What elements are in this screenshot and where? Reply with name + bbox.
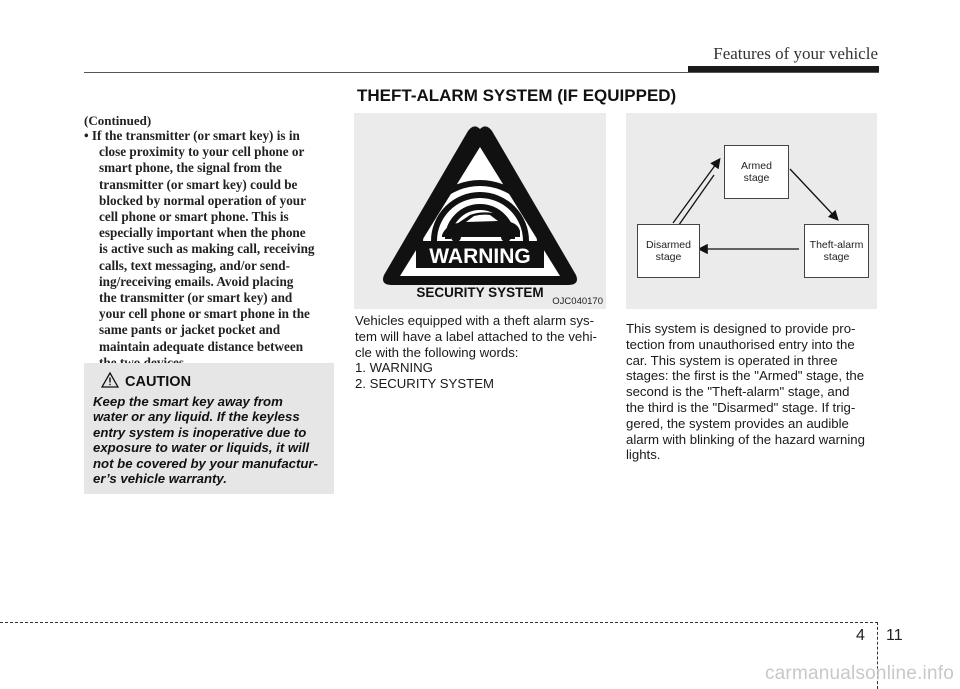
security-label-illustration xyxy=(354,113,606,309)
watermark: carmanualsonline.info xyxy=(764,663,954,684)
armed-stage-box xyxy=(724,145,789,199)
continued-label: (Continued) xyxy=(84,113,152,128)
paragraph-line: 2. SECURITY SYSTEM xyxy=(355,376,494,392)
bullet-line: cell phone or smart phone. This is xyxy=(99,209,289,225)
paragraph-line: car. This system is operated in three xyxy=(626,352,838,368)
paragraph-line: 1. WARNING xyxy=(355,360,433,376)
caution-text xyxy=(93,394,326,486)
bullet-line: close proximity to your cell phone or xyxy=(99,144,305,160)
page-number: 11 xyxy=(886,627,903,644)
stage-arrows xyxy=(626,113,877,309)
warning-triangle-icon xyxy=(101,372,119,388)
bullet-line: blocked by normal operation of your xyxy=(99,192,306,208)
caution-line: er’s vehicle warranty. xyxy=(93,471,227,487)
paragraph-line: alarm with blinking of the hazard warning xyxy=(626,431,865,447)
header-rule xyxy=(84,72,879,73)
alarm-stage-diagram xyxy=(626,113,877,309)
paragraph-line: Vehicles equipped with a theft alarm sys- xyxy=(355,313,594,328)
bullet-line: is active such as making call, receiving xyxy=(99,241,315,257)
caution-line: Keep the smart key away from xyxy=(93,394,283,409)
warning-label-graphic xyxy=(354,113,606,309)
theft-alarm-stage-label: Theft-alarm xyxy=(809,239,864,251)
header-accent-bar xyxy=(688,66,879,72)
bullet-line: smart phone, the signal from the xyxy=(99,160,282,176)
label-security-word: SECURITY SYSTEM xyxy=(416,285,544,300)
section-title: THEFT-ALARM SYSTEM (IF EQUIPPED) xyxy=(357,86,677,105)
theft-alarm-stage-box xyxy=(804,224,869,278)
paragraph-line: This system is designed to provide pro- xyxy=(626,321,856,336)
bullet-line: maintain adequate distance between xyxy=(99,338,304,354)
paragraph-line: tem will have a label attached to the vehi- xyxy=(355,328,597,344)
paragraph-line: second is the "Theft-alarm" stage, and xyxy=(626,384,850,400)
bullet-line: especially important when the phone xyxy=(99,225,306,241)
disarmed-stage-sublabel: stage xyxy=(655,251,682,263)
bullet-line: your cell phone or smart phone in the xyxy=(99,306,310,322)
caution-line: exposure to water or liquids, it will xyxy=(93,440,310,456)
disarmed-stage-box xyxy=(637,224,700,278)
caution-box xyxy=(84,363,334,494)
bullet-line: ing/receiving emails. Avoid placing xyxy=(99,273,294,289)
armed-stage-sublabel: stage xyxy=(743,172,770,184)
paragraph-line: lights. xyxy=(626,447,661,463)
footer-dashed-rule xyxy=(0,622,878,623)
bullet-line: • If the transmitter (or smart key) is in xyxy=(84,128,300,143)
label-warning-word: WARNING xyxy=(429,245,531,268)
bullet-line: transmitter (or smart key) could be xyxy=(99,176,298,192)
disarmed-stage-label: Disarmed xyxy=(646,239,691,251)
caution-line: entry system is inoperative due to xyxy=(93,424,307,440)
paragraph-line: stages: the first is the "Armed" stage, the xyxy=(626,368,865,384)
label-description xyxy=(355,313,605,392)
chapter-title: Features of your vehicle xyxy=(713,44,878,63)
paragraph-line: gered, the system provides an audible xyxy=(626,415,849,431)
theft-alarm-stage-sublabel: stage xyxy=(823,251,850,263)
system-description xyxy=(626,321,878,463)
bullet-line: calls, text messaging, and/or send- xyxy=(99,257,290,273)
bullet-line: same pants or jacket pocket and xyxy=(99,322,281,338)
paragraph-line: cle with the following words: xyxy=(355,344,519,360)
paragraph-line: the third is the "Disarmed" stage. If trig- xyxy=(626,399,856,415)
paragraph-line: tection from unauthorised entry into the xyxy=(626,336,855,352)
caution-line: not be covered by your manufactur- xyxy=(93,455,318,471)
caution-title: CAUTION xyxy=(125,374,192,390)
bullet-paragraph xyxy=(84,128,334,371)
armed-stage-label: Armed xyxy=(741,160,772,172)
bullet-line: the transmitter (or smart key) and xyxy=(99,290,293,306)
image-code: OJC040170 xyxy=(552,296,603,307)
caution-line: water or any liquid. If the keyless xyxy=(93,409,300,425)
section-number: 4 xyxy=(856,627,865,644)
